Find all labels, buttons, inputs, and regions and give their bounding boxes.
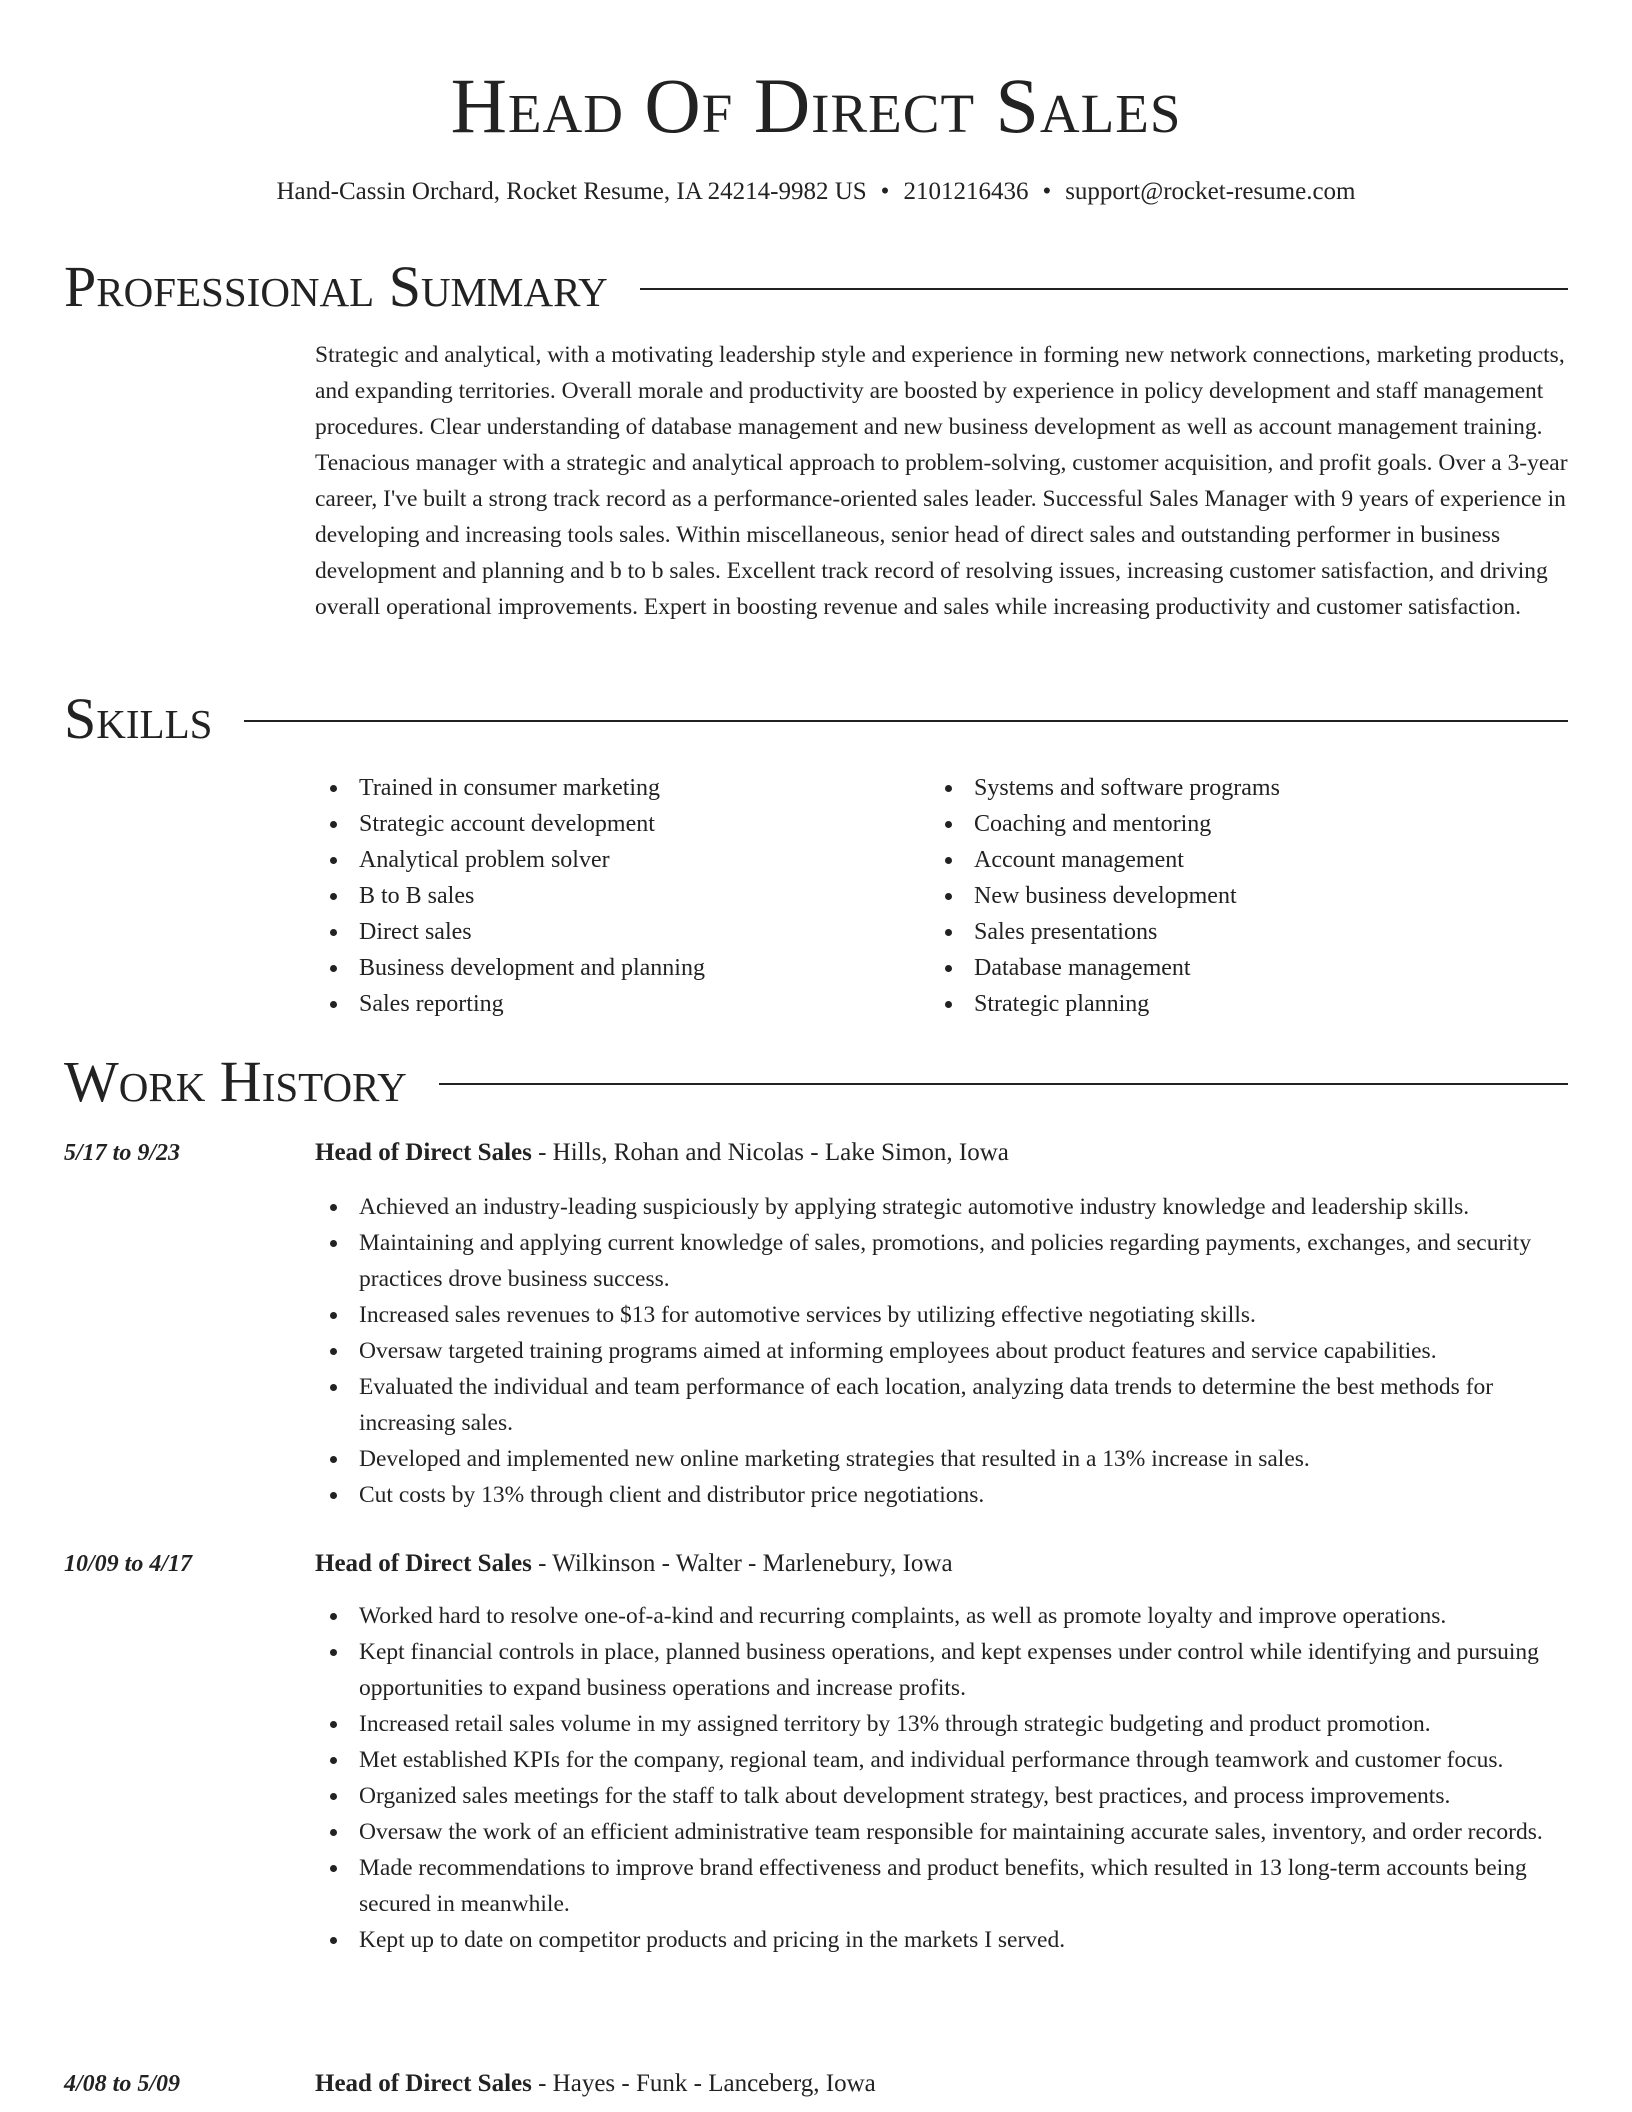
skills-list-right <box>930 770 1280 1022</box>
job-bullet: Kept up to date on competitor products and pricing in the markets I served. <box>315 1922 1568 1958</box>
job-bullet-list <box>315 1598 1568 1958</box>
job-bullet: Achieved an industry-leading suspiciously by applying strategic automotive industry knowledge and leadership skills. <box>315 1189 1568 1225</box>
contact-phone: 2101216436 <box>903 178 1029 205</box>
skill-item: Coaching and mentoring <box>930 806 1280 842</box>
skill-item: Systems and software programs <box>930 770 1280 806</box>
job-bullet: Kept financial controls in place, planned business operations, and kept expenses under control while identifying and pursuing opportunities to expand business operations and increase profits. <box>315 1634 1568 1706</box>
skill-item: Analytical problem solver <box>315 842 705 878</box>
job-bullet: Increased retail sales volume in my assigned territory by 13% through strategic budgeting and product promotion. <box>315 1706 1568 1742</box>
skill-item: Account management <box>930 842 1280 878</box>
skill-item: Trained in consumer marketing <box>315 770 705 806</box>
job-title: Head of Direct Sales <box>315 1550 532 1577</box>
job-bullet: Maintaining and applying current knowledge of sales, promotions, and policies regarding payments, exchanges, and security practices drove business success. <box>315 1225 1568 1297</box>
job-bullet: Oversaw targeted training programs aimed at informing employees about product features and service capabilities. <box>315 1333 1568 1369</box>
summary-section-title: Professional Summary <box>64 254 608 319</box>
skill-item: Strategic account development <box>315 806 705 842</box>
job-header <box>315 1135 1568 1171</box>
resume-name-heading: Head Of Direct Sales <box>450 62 1182 149</box>
job-bullet: Cut costs by 13% through client and distributor price negotiations. <box>315 1477 1568 1513</box>
skill-item: Sales reporting <box>315 986 705 1022</box>
summary-section-header <box>64 254 1568 320</box>
work-section-header <box>64 1049 1568 1115</box>
job-bullet: Increased sales revenues to $13 for automotive services by utilizing effective negotiating skills. <box>315 1297 1568 1333</box>
skills-section-header <box>64 686 1568 752</box>
job-title: Head of Direct Sales <box>315 2070 532 2097</box>
summary-paragraph: Strategic and analytical, with a motivating leadership style and experience in forming new network connections, marketing products, and expanding territories. Overall morale and productivity are boosted by experience in policy development and staff management procedures. Clear understanding of database management and new business development as well as account management training. Tenacious manager with a strategic and analytical approach to problem-solving, customer acquisition, and profit goals. Over a 3-year career, I've built a strong track record as a performance-oriented sales leader. Successful Sales Manager with 9 years of experience in developing and increasing tools sales. Within miscellaneous, senior head of direct sales and outstanding performer in business development and planning and b to b sales. Excellent track record of resolving issues, increasing customer satisfaction, and driving overall operational improvements. Expert in boosting revenue and sales while increasing productivity and customer satisfaction. <box>315 342 1568 620</box>
skills-section-title: Skills <box>64 686 213 751</box>
skill-item: Sales presentations <box>930 914 1280 950</box>
section-divider <box>640 288 1568 290</box>
job-company-location: - Hills, Rohan and Nicolas - Lake Simon, Iowa <box>531 1139 1009 1166</box>
job-title: Head of Direct Sales <box>315 1139 532 1166</box>
job-bullet: Made recommendations to improve brand effectiveness and product benefits, which resulted in 13 long-term accounts being secured in meanwhile. <box>315 1850 1568 1922</box>
job-bullet: Developed and implemented new online marketing strategies that resulted in a 13% increase in sales. <box>315 1441 1568 1477</box>
contact-separator: • <box>1042 178 1052 205</box>
section-divider <box>244 720 1568 722</box>
work-section-title: Work History <box>64 1049 407 1114</box>
job-bullet-list <box>315 1189 1568 1513</box>
job-bullet: Organized sales meetings for the staff to talk about development strategy, best practices, and process improvements. <box>315 1778 1568 1814</box>
skill-item: Strategic planning <box>930 986 1280 1022</box>
skill-item: B to B sales <box>315 878 705 914</box>
skill-item: Direct sales <box>315 914 705 950</box>
job-bullet: Oversaw the work of an efficient administrative team responsible for maintaining accurate sales, inventory, and order records. <box>315 1814 1568 1850</box>
job-bullet: Met established KPIs for the company, regional team, and individual performance through teamwork and customer focus. <box>315 1742 1568 1778</box>
job-dates: 5/17 to 9/23 <box>64 1140 181 1166</box>
contact-separator: • <box>880 178 890 205</box>
job-company-location: - Wilkinson - Walter - Marlenebury, Iowa <box>531 1550 953 1577</box>
job-company-location: - Hayes - Funk - Lanceberg, Iowa <box>531 2070 876 2097</box>
contact-line <box>0 175 1632 209</box>
contact-email: support@rocket-resume.com <box>1065 178 1356 205</box>
job-dates: 10/09 to 4/17 <box>64 1551 193 1577</box>
section-divider <box>439 1083 1568 1085</box>
skill-item: Database management <box>930 950 1280 986</box>
contact-address: Hand-Cassin Orchard, Rocket Resume, IA 24214-9982 US <box>276 178 867 205</box>
job-bullet: Evaluated the individual and team performance of each location, analyzing data trends to determine the best methods for increasing sales. <box>315 1369 1568 1441</box>
job-bullet: Worked hard to resolve one-of-a-kind and recurring complaints, as well as promote loyalty and improve operations. <box>315 1598 1568 1634</box>
skills-list-left <box>315 770 705 1022</box>
job-dates: 4/08 to 5/09 <box>64 2071 181 2097</box>
skill-item: New business development <box>930 878 1280 914</box>
job-header <box>315 1546 1568 1582</box>
skill-item: Business development and planning <box>315 950 705 986</box>
job-header <box>315 2066 1568 2102</box>
